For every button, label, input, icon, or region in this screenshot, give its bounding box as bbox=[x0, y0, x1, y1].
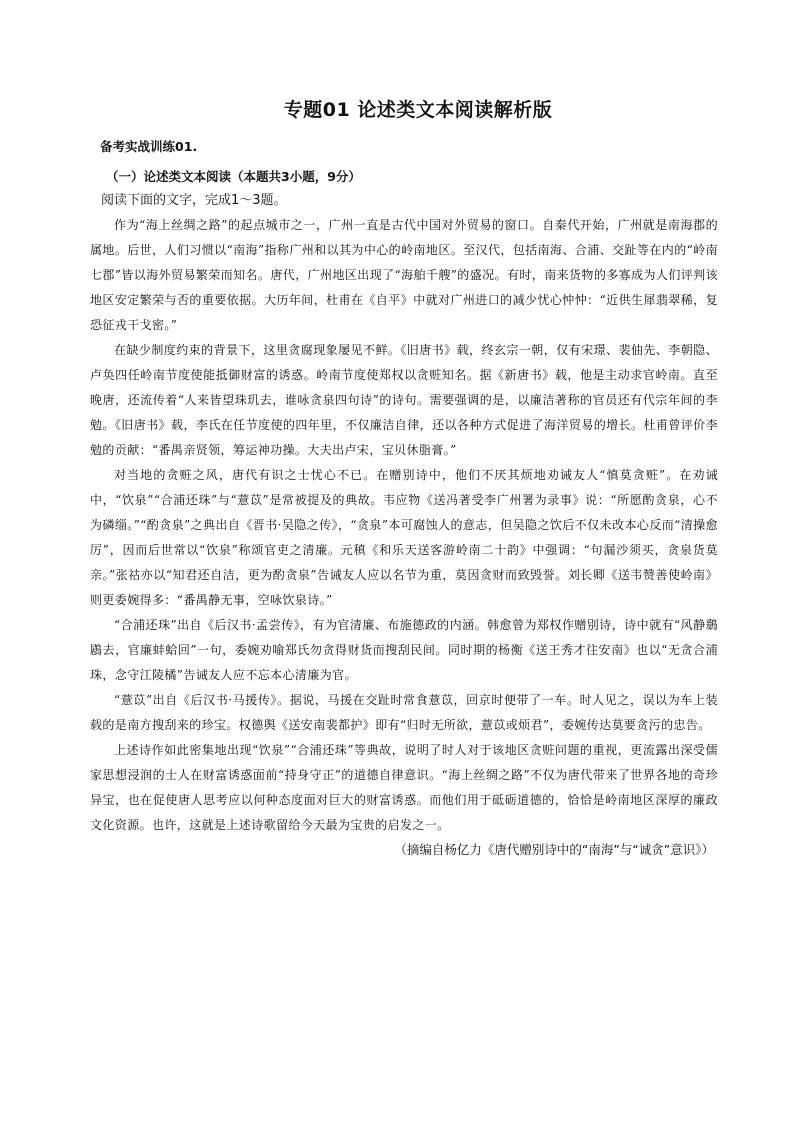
passage-paragraph-2: 在缺少制度约束的背景下，这里贪腐现象屡见不鲜。《旧唐书》载，终玄宗一朝，仅有宋璟、裴伷先、李朝隐、卢奂四任岭南节度使能抵御财富的诱惑。岭南节度使郑权以贪赃知名。据《新唐书》载，他是主动求官岭南。直至晚唐，还流传着“人来皆望珠玑去，谁咏贪泉四句诗”的诗句。需要强调的是，以廉洁著称的官员还有代宗年间的李勉。《旧唐书》载，李氏在任节度使的四年里，不仅廉洁自律，还以各种方式促进了海洋贸易的增长。杜甫曾评价李勉的贡献：“番禺亲贤领，筹运神功操。大夫出卢宋，宝贝休脂膏。” bbox=[90, 343, 718, 457]
reading-passage bbox=[90, 213, 718, 838]
document-title: 专题01 论述类文本阅读解析版 bbox=[283, 99, 553, 121]
passage-paragraph-3: 对当地的贪赃之风，唐代有识之士忧心不已。在赠别诗中，他们不厌其烦地劝诫友人“慎莫贪赃”。在劝诫中，“饮泉”“合浦还珠”与“薏苡”是常被提及的典故。韦应物《送冯著受李广州署为录事》说：“所愿酌贪泉，心不为磷缁。”“酌贪泉”之典出自《晋书·吴隐之传》，“贪泉”本可腐蚀人的意志，但吴隐之饮后不仅未改本心反而“清操愈厉”，因而后世常以“饮泉”称颂官吏之清廉。元稹《和乐天送客游岭南二十韵》中强调：“句漏沙须买，贪泉货莫亲。”张祜亦以“知君还自洁，更为酌贪泉”告诫友人应以名节为重，莫因贪财而致毁誉。刘长卿《送韦赞善使岭南》则更委婉得多：“番禺静无事，空咏饮泉诗。” bbox=[90, 468, 718, 607]
passage-paragraph-1: 作为“海上丝绸之路”的起点城市之一，广州一直是古代中国对外贸易的窗口。自秦代开始，广州就是南海郡的属地。后世，人们习惯以“南海”指称广州和以其为中心的岭南地区。至汉代，包括南海、合浦、交趾等在内的“岭南七郡”皆以海外贸易繁荣而知名。唐代，广州地区出现了“海舶千艘”的盛况。有时，南来货物的多寡成为人们评判该地区安定繁荣与否的重要依据。大历年间，杜甫在《自平》中就对广州进口的减少忧心忡忡：“近供生犀翡翠稀，复恐征戎干戈密。” bbox=[90, 218, 718, 332]
passage-paragraph-4: “合浦还珠”出自《后汉书·孟尝传》，有为官清廉、布施德政的内涵。韩愈曾为郑权作赠别诗，诗中就有“风静鶢鶋去，官廉蚌蛤回”一句，委婉劝喻郑氏勿贪得财货而搜刮民间。同时期的杨衡《送王秀才往安南》也以“无贪合浦珠，念守江陵橘”告诫友人应不忘本心清廉为官。 bbox=[90, 618, 718, 682]
passage-paragraph-5: “薏苡”出自《后汉书·马援传》。据说，马援在交趾时常食薏苡，回京时便带了一车。时人见之，误以为车上装载的是南方搜刮来的珍宝。权德舆《送安南裴都护》即有“归时无所欲，薏苡或烦君”，委婉传达莫要贪污的忠告。 bbox=[90, 693, 718, 732]
passage-paragraph-6: 上述诗作如此密集地出现“饮泉”“合浦还珠”等典故，说明了时人对于该地区贪赃问题的重视，更流露出深受儒家思想浸润的士人在财富诱惑面前“持身守正”的道德自律意识。“海上丝绸之路”不仅为唐代带来了世界各地的奇珍异宝，也在促使唐人思考应以何种态度面对巨大的财富诱惑。而他们用于砥砺道德的，恰恰是岭南地区深厚的廉政文化资源。也许，这就是上述诗歌留给今天最为宝贵的启发之一。 bbox=[90, 743, 718, 832]
source-citation: （摘编自杨亿力《唐代赠别诗中的“南海”与“诚贪”意识》） bbox=[394, 842, 714, 857]
training-label: 备考实战训练01. bbox=[100, 139, 198, 154]
reading-instruction: 阅读下面的文字，完成1～3题。 bbox=[101, 193, 287, 208]
section-label: （一）论述类文本阅读（本题共3小题，9分） bbox=[106, 169, 361, 184]
